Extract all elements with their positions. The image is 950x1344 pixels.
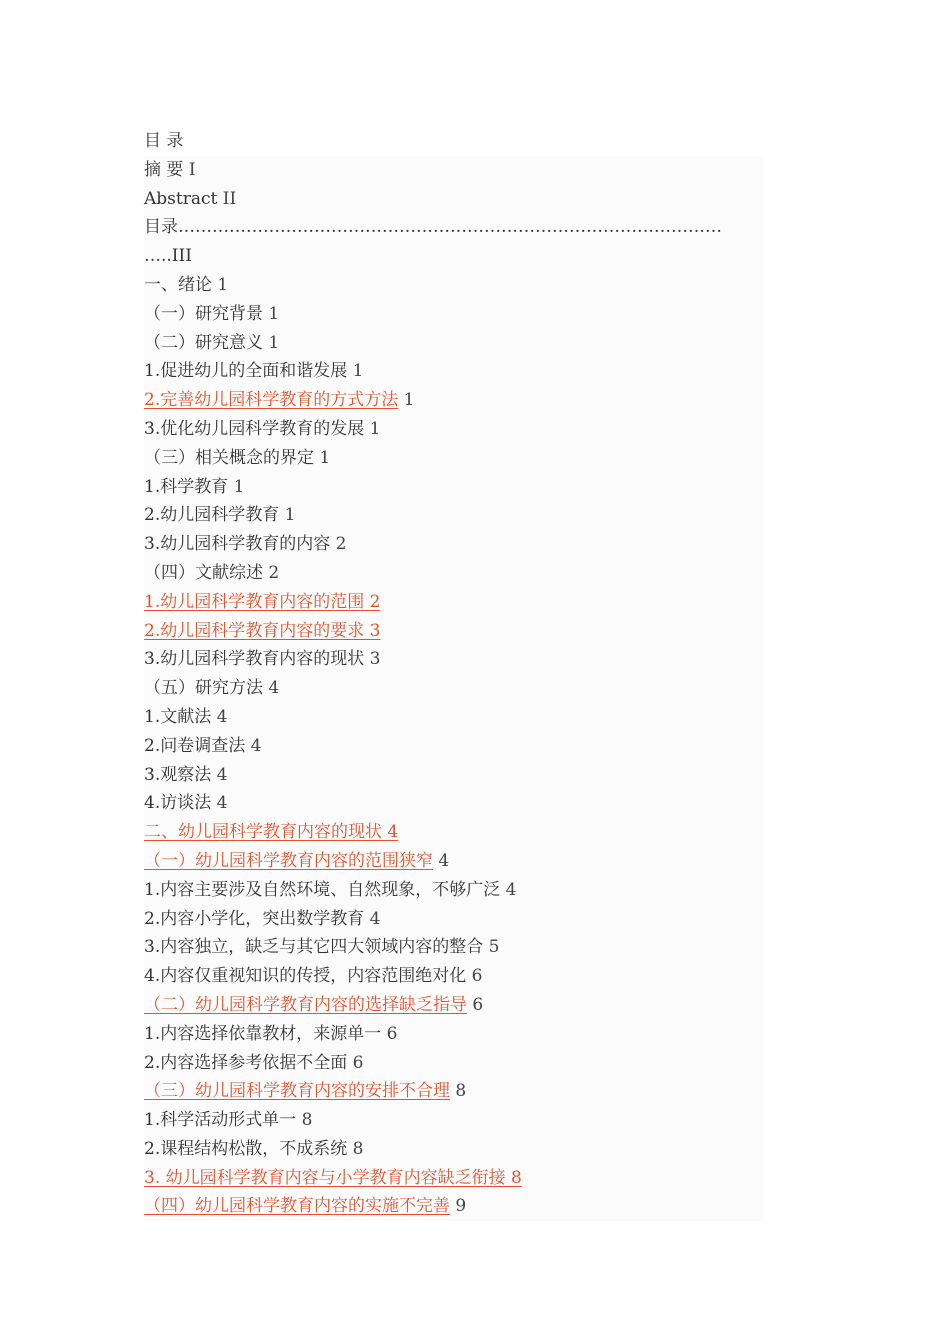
toc-entry-link[interactable]: （三）幼儿园科学教育内容的安排不合理 <box>144 1081 450 1102</box>
toc-entry-page: 6 <box>352 1052 364 1073</box>
toc-entry-text: 摘 要 <box>144 159 184 180</box>
toc-entry-text: 2.内容小学化，突出数学教育 <box>144 908 365 929</box>
toc-entry-page: 1 <box>233 476 245 497</box>
toc-entry-text: 3.观察法 <box>144 764 212 785</box>
toc-entry-text: 3.优化幼儿园科学教育的发展 <box>144 418 365 439</box>
toc-entry-page: 4 <box>216 764 228 785</box>
toc-entry[interactable] <box>144 1192 764 1221</box>
toc-entry[interactable] <box>144 1164 764 1193</box>
toc-entry <box>144 473 764 502</box>
toc-entry <box>144 300 764 329</box>
toc-entry-page: 4 <box>268 678 280 699</box>
toc-entry[interactable] <box>144 991 764 1020</box>
toc-entry-text: 1.文献法 <box>144 706 212 727</box>
toc-entry-page: I <box>188 159 196 180</box>
toc-entry <box>144 1106 764 1135</box>
toc-entry <box>144 213 764 242</box>
toc-entry <box>144 242 764 271</box>
toc-entry-link[interactable]: 2.幼儿园科学教育内容的要求 3 <box>144 620 381 641</box>
toc-entry-text: 4.内容仅重视知识的传授，内容范围绝对化 <box>144 966 467 987</box>
toc-entry <box>144 962 764 991</box>
toc-entry[interactable] <box>144 847 764 876</box>
toc-entry-text: …..III <box>144 246 192 267</box>
toc-entry-text: 3.幼儿园科学教育的内容 <box>144 534 331 555</box>
toc-entry <box>144 732 764 761</box>
toc-entry-page: 1 <box>352 361 364 382</box>
toc-entry-page: II <box>222 188 237 209</box>
toc-entry-text: （五）研究方法 <box>144 678 263 699</box>
toc-entry-page: 4 <box>505 879 517 900</box>
toc-entry-link[interactable]: 1.幼儿园科学教育内容的范围 2 <box>144 591 381 612</box>
toc-entry-page: 6 <box>386 1023 398 1044</box>
toc-entry-page: 1 <box>319 447 331 468</box>
table-of-contents <box>144 127 764 1221</box>
toc-entry-text: Abstract <box>144 188 218 209</box>
toc-entry-link[interactable]: （四）幼儿园科学教育内容的实施不完善 <box>144 1196 450 1217</box>
toc-entry-page: 8 <box>455 1081 467 1102</box>
toc-entry <box>144 357 764 386</box>
toc-entry-text: （一）研究背景 <box>144 303 263 324</box>
toc-entry <box>144 789 764 818</box>
toc-entry[interactable] <box>144 1077 764 1106</box>
toc-entry-text: 2.内容选择参考依据不全面 <box>144 1052 348 1073</box>
toc-entry-page: 4 <box>216 706 228 727</box>
toc-entry-link[interactable]: （二）幼儿园科学教育内容的选择缺乏指导 <box>144 994 467 1015</box>
toc-entry <box>144 559 764 588</box>
toc-entry-page: 8 <box>301 1110 313 1131</box>
toc-entry-text: 一、绪论 <box>144 274 212 295</box>
toc-entry-link[interactable]: 2.完善幼儿园科学教育的方式方法 <box>144 390 399 411</box>
toc-entry <box>144 905 764 934</box>
toc-entry-text: （二）研究意义 <box>144 332 263 353</box>
toc-entry <box>144 501 764 530</box>
toc-entry-link[interactable]: 二、幼儿园科学教育内容的现状 4 <box>144 822 399 843</box>
toc-entry-page: 4 <box>438 850 450 871</box>
toc-entry-text: 2.课程结构松散，不成系统 <box>144 1138 348 1159</box>
toc-entry-text: 1.内容选择依靠教材，来源单一 <box>144 1023 382 1044</box>
toc-entry-text: 1.科学活动形式单一 <box>144 1110 297 1131</box>
toc-entry <box>144 876 764 905</box>
toc-entry-link[interactable]: （一）幼儿园科学教育内容的范围狭窄 <box>144 850 433 871</box>
toc-entry-page: 4 <box>250 735 262 756</box>
toc-entry-page: 4 <box>369 908 381 929</box>
toc-entry <box>144 933 764 962</box>
toc-entry-page: 1 <box>268 303 280 324</box>
toc-entry-page: 3 <box>369 649 381 670</box>
toc-entry <box>144 329 764 358</box>
toc-entry-text: 目录…………………………………………………………………………………… <box>144 217 722 238</box>
toc-entry[interactable] <box>144 386 764 415</box>
toc-entry-text: 3.幼儿园科学教育内容的现状 <box>144 649 365 670</box>
toc-entry-page: 8 <box>352 1138 364 1159</box>
toc-entry-page: 2 <box>335 534 347 555</box>
toc-entry-page: 5 <box>488 937 500 958</box>
toc-entry-page: 1 <box>369 418 381 439</box>
toc-entry <box>144 1135 764 1164</box>
toc-entry <box>144 674 764 703</box>
toc-entry-page: 9 <box>455 1196 467 1217</box>
toc-entry-page: 6 <box>472 994 484 1015</box>
toc-entry-page: 6 <box>471 966 483 987</box>
toc-entry-page: 1 <box>284 505 296 526</box>
toc-entry-text: 1.内容主要涉及自然环境、自然现象，不够广泛 <box>144 879 501 900</box>
toc-entry <box>144 271 764 300</box>
toc-entry-page: 2 <box>268 562 280 583</box>
toc-entry-text: 1.促进幼儿的全面和谐发展 <box>144 361 348 382</box>
toc-entry <box>144 156 764 185</box>
toc-entry-text: （四）文献综述 <box>144 562 263 583</box>
toc-heading: 目 录 <box>144 131 184 151</box>
toc-entry-page: 1 <box>403 390 415 411</box>
toc-entry-page: 1 <box>217 274 229 295</box>
toc-entry-text: 3.内容独立，缺乏与其它四大领域内容的整合 <box>144 937 484 958</box>
toc-entry <box>144 185 764 214</box>
toc-entry <box>144 444 764 473</box>
toc-entry <box>144 703 764 732</box>
toc-entry[interactable] <box>144 588 764 617</box>
toc-entry-text: 2.幼儿园科学教育 <box>144 505 280 526</box>
toc-entry-page: 4 <box>216 793 228 814</box>
toc-entry[interactable] <box>144 617 764 646</box>
toc-entry-page: 1 <box>268 332 280 353</box>
toc-entry-text: （三）相关概念的界定 <box>144 447 314 468</box>
toc-entry-text: 1.科学教育 <box>144 476 229 497</box>
toc-entry <box>144 761 764 790</box>
toc-entry <box>144 1049 764 1078</box>
toc-entry <box>144 1020 764 1049</box>
toc-entries <box>144 156 764 1221</box>
toc-entry[interactable] <box>144 818 764 847</box>
toc-entry <box>144 645 764 674</box>
toc-entry-link[interactable]: 3. 幼儿园科学教育内容与小学教育内容缺乏衔接 8 <box>144 1167 522 1188</box>
toc-entry <box>144 530 764 559</box>
toc-entry-text: 4.访谈法 <box>144 793 212 814</box>
toc-entry <box>144 415 764 444</box>
toc-entry-text: 2.问卷调查法 <box>144 735 246 756</box>
